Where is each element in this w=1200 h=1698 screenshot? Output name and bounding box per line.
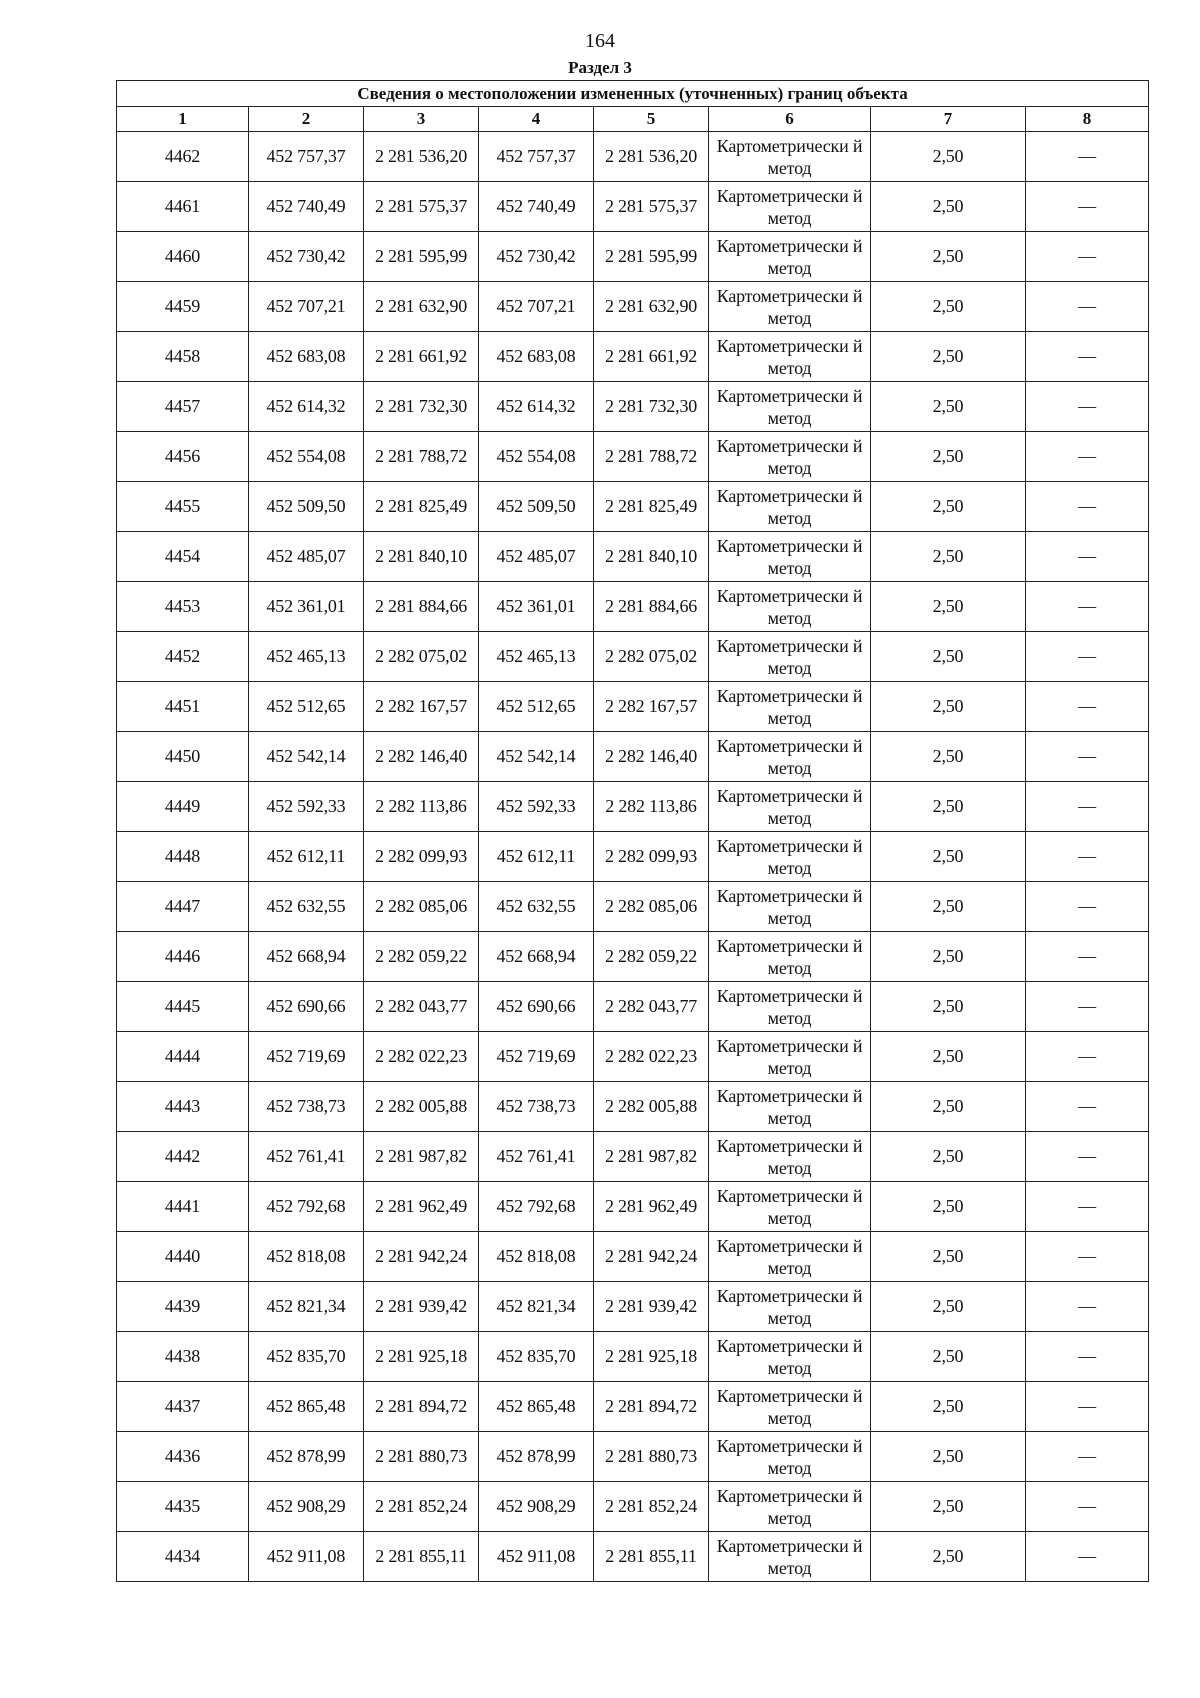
- cell-x-existing: 452 690,66: [249, 982, 364, 1032]
- cell-y-new: 2 281 884,66: [594, 582, 709, 632]
- cell-point-number: 4438: [117, 1332, 249, 1382]
- cell-y-existing: 2 281 855,11: [364, 1532, 479, 1582]
- cell-description: —: [1026, 1032, 1149, 1082]
- cell-point-number: 4458: [117, 332, 249, 382]
- cell-description: —: [1026, 782, 1149, 832]
- cell-method: Картометрически й метод: [709, 432, 871, 482]
- cell-y-existing: 2 282 043,77: [364, 982, 479, 1032]
- cell-x-new: 452 632,55: [479, 882, 594, 932]
- table-row: [117, 1332, 1149, 1382]
- cell-x-new: 452 821,34: [479, 1282, 594, 1332]
- cell-y-new: 2 281 962,49: [594, 1182, 709, 1232]
- table-row: [117, 482, 1149, 532]
- cell-x-existing: 452 512,65: [249, 682, 364, 732]
- cell-y-new: 2 282 022,23: [594, 1032, 709, 1082]
- cell-x-existing: 452 730,42: [249, 232, 364, 282]
- cell-precision: 2,50: [871, 1332, 1026, 1382]
- cell-description: —: [1026, 1382, 1149, 1432]
- cell-point-number: 4442: [117, 1132, 249, 1182]
- cell-point-number: 4461: [117, 182, 249, 232]
- cell-y-existing: 2 281 962,49: [364, 1182, 479, 1232]
- table-row: [117, 832, 1149, 882]
- table-row: [117, 1432, 1149, 1482]
- cell-y-existing: 2 282 059,22: [364, 932, 479, 982]
- cell-description: —: [1026, 1232, 1149, 1282]
- cell-method: Картометрически й метод: [709, 1482, 871, 1532]
- cell-x-existing: 452 614,32: [249, 382, 364, 432]
- cell-y-new: 2 281 852,24: [594, 1482, 709, 1532]
- cell-precision: 2,50: [871, 832, 1026, 882]
- cell-precision: 2,50: [871, 282, 1026, 332]
- cell-method: Картометрически й метод: [709, 1082, 871, 1132]
- cell-y-new: 2 282 005,88: [594, 1082, 709, 1132]
- cell-description: —: [1026, 382, 1149, 432]
- cell-method: Картометрически й метод: [709, 282, 871, 332]
- cell-point-number: 4446: [117, 932, 249, 982]
- cell-x-new: 452 465,13: [479, 632, 594, 682]
- column-number: 8: [1026, 107, 1149, 132]
- table-row: [117, 1482, 1149, 1532]
- cell-point-number: 4445: [117, 982, 249, 1032]
- cell-x-existing: 452 612,11: [249, 832, 364, 882]
- cell-method: Картометрически й метод: [709, 832, 871, 882]
- cell-point-number: 4436: [117, 1432, 249, 1482]
- cell-precision: 2,50: [871, 332, 1026, 382]
- cell-description: —: [1026, 1132, 1149, 1182]
- cell-point-number: 4437: [117, 1382, 249, 1432]
- cell-description: —: [1026, 1532, 1149, 1582]
- cell-y-existing: 2 281 884,66: [364, 582, 479, 632]
- cell-precision: 2,50: [871, 1232, 1026, 1282]
- cell-y-new: 2 282 085,06: [594, 882, 709, 932]
- cell-precision: 2,50: [871, 232, 1026, 282]
- cell-y-new: 2 281 894,72: [594, 1382, 709, 1432]
- cell-x-existing: 452 719,69: [249, 1032, 364, 1082]
- cell-precision: 2,50: [871, 682, 1026, 732]
- cell-precision: 2,50: [871, 532, 1026, 582]
- cell-description: —: [1026, 1182, 1149, 1232]
- cell-x-new: 452 542,14: [479, 732, 594, 782]
- table-row: [117, 532, 1149, 582]
- cell-description: —: [1026, 832, 1149, 882]
- cell-precision: 2,50: [871, 782, 1026, 832]
- cell-x-existing: 452 509,50: [249, 482, 364, 532]
- cell-method: Картометрически й метод: [709, 132, 871, 182]
- table-row: [117, 632, 1149, 682]
- cell-y-new: 2 281 661,92: [594, 332, 709, 382]
- table-row: [117, 182, 1149, 232]
- cell-point-number: 4450: [117, 732, 249, 782]
- cell-precision: 2,50: [871, 1182, 1026, 1232]
- cell-description: —: [1026, 282, 1149, 332]
- cell-description: —: [1026, 1482, 1149, 1532]
- cell-precision: 2,50: [871, 432, 1026, 482]
- cell-y-existing: 2 281 942,24: [364, 1232, 479, 1282]
- cell-precision: 2,50: [871, 1082, 1026, 1132]
- cell-x-existing: 452 592,33: [249, 782, 364, 832]
- cell-x-existing: 452 911,08: [249, 1532, 364, 1582]
- cell-x-new: 452 512,65: [479, 682, 594, 732]
- table-row: [117, 1132, 1149, 1182]
- cell-y-existing: 2 281 595,99: [364, 232, 479, 282]
- column-number: 3: [364, 107, 479, 132]
- cell-method: Картометрически й метод: [709, 182, 871, 232]
- cell-y-existing: 2 281 825,49: [364, 482, 479, 532]
- cell-x-existing: 452 707,21: [249, 282, 364, 332]
- cell-point-number: 4453: [117, 582, 249, 632]
- cell-x-new: 452 878,99: [479, 1432, 594, 1482]
- cell-description: —: [1026, 132, 1149, 182]
- cell-x-new: 452 509,50: [479, 482, 594, 532]
- cell-precision: 2,50: [871, 1282, 1026, 1332]
- cell-y-new: 2 281 880,73: [594, 1432, 709, 1482]
- cell-y-new: 2 282 146,40: [594, 732, 709, 782]
- cell-method: Картометрически й метод: [709, 382, 871, 432]
- cell-x-existing: 452 485,07: [249, 532, 364, 582]
- cell-point-number: 4443: [117, 1082, 249, 1132]
- cell-description: —: [1026, 1432, 1149, 1482]
- cell-x-new: 452 592,33: [479, 782, 594, 832]
- table-row: [117, 882, 1149, 932]
- cell-description: —: [1026, 1282, 1149, 1332]
- table-row: [117, 1282, 1149, 1332]
- cell-y-existing: 2 282 099,93: [364, 832, 479, 882]
- table-row: [117, 1032, 1149, 1082]
- cell-precision: 2,50: [871, 582, 1026, 632]
- table-row: [117, 382, 1149, 432]
- cell-x-existing: 452 738,73: [249, 1082, 364, 1132]
- table-row: [117, 1232, 1149, 1282]
- cell-description: —: [1026, 432, 1149, 482]
- cell-point-number: 4439: [117, 1282, 249, 1332]
- cell-y-new: 2 281 536,20: [594, 132, 709, 182]
- cell-x-new: 452 757,37: [479, 132, 594, 182]
- cell-x-new: 452 908,29: [479, 1482, 594, 1532]
- table-row: [117, 732, 1149, 782]
- table-caption: Сведения о местоположении измененных (уточненных) границ объекта: [117, 81, 1149, 107]
- cell-method: Картометрически й метод: [709, 532, 871, 582]
- cell-y-existing: 2 281 840,10: [364, 532, 479, 582]
- cell-x-existing: 452 361,01: [249, 582, 364, 632]
- cell-y-existing: 2 282 005,88: [364, 1082, 479, 1132]
- cell-description: —: [1026, 332, 1149, 382]
- cell-method: Картометрически й метод: [709, 1182, 871, 1232]
- cell-x-existing: 452 632,55: [249, 882, 364, 932]
- cell-y-new: 2 281 595,99: [594, 232, 709, 282]
- cell-method: Картометрически й метод: [709, 1232, 871, 1282]
- cell-y-existing: 2 281 732,30: [364, 382, 479, 432]
- cell-x-new: 452 792,68: [479, 1182, 594, 1232]
- cell-x-existing: 452 878,99: [249, 1432, 364, 1482]
- cell-method: Картометрически й метод: [709, 232, 871, 282]
- cell-y-new: 2 281 575,37: [594, 182, 709, 232]
- cell-y-new: 2 282 099,93: [594, 832, 709, 882]
- cell-point-number: 4440: [117, 1232, 249, 1282]
- cell-y-existing: 2 281 852,24: [364, 1482, 479, 1532]
- cell-y-existing: 2 282 075,02: [364, 632, 479, 682]
- cell-x-new: 452 740,49: [479, 182, 594, 232]
- column-number: 4: [479, 107, 594, 132]
- cell-point-number: 4449: [117, 782, 249, 832]
- cell-y-new: 2 282 059,22: [594, 932, 709, 982]
- cell-description: —: [1026, 682, 1149, 732]
- cell-x-new: 452 612,11: [479, 832, 594, 882]
- cell-x-new: 452 738,73: [479, 1082, 594, 1132]
- cell-description: —: [1026, 182, 1149, 232]
- cell-x-existing: 452 835,70: [249, 1332, 364, 1382]
- table-row: [117, 932, 1149, 982]
- cell-precision: 2,50: [871, 1132, 1026, 1182]
- cell-y-existing: 2 281 536,20: [364, 132, 479, 182]
- column-number: 2: [249, 107, 364, 132]
- cell-method: Картометрически й метод: [709, 582, 871, 632]
- column-number: 5: [594, 107, 709, 132]
- cell-point-number: 4456: [117, 432, 249, 482]
- cell-x-existing: 452 865,48: [249, 1382, 364, 1432]
- cell-x-new: 452 361,01: [479, 582, 594, 632]
- cell-description: —: [1026, 632, 1149, 682]
- cell-precision: 2,50: [871, 632, 1026, 682]
- cell-method: Картометрически й метод: [709, 1032, 871, 1082]
- cell-method: Картометрически й метод: [709, 1332, 871, 1382]
- cell-y-existing: 2 282 085,06: [364, 882, 479, 932]
- cell-y-new: 2 281 939,42: [594, 1282, 709, 1332]
- cell-y-existing: 2 281 788,72: [364, 432, 479, 482]
- cell-y-new: 2 281 925,18: [594, 1332, 709, 1382]
- cell-x-new: 452 865,48: [479, 1382, 594, 1432]
- cell-description: —: [1026, 932, 1149, 982]
- cell-precision: 2,50: [871, 482, 1026, 532]
- cell-method: Картометрически й метод: [709, 682, 871, 732]
- cell-point-number: 4447: [117, 882, 249, 932]
- cell-y-new: 2 281 632,90: [594, 282, 709, 332]
- cell-x-new: 452 719,69: [479, 1032, 594, 1082]
- cell-y-existing: 2 282 113,86: [364, 782, 479, 832]
- cell-point-number: 4452: [117, 632, 249, 682]
- cell-description: —: [1026, 1082, 1149, 1132]
- cell-x-existing: 452 761,41: [249, 1132, 364, 1182]
- table-row: [117, 682, 1149, 732]
- cell-x-existing: 452 683,08: [249, 332, 364, 382]
- cell-description: —: [1026, 532, 1149, 582]
- cell-x-new: 452 485,07: [479, 532, 594, 582]
- column-number: 7: [871, 107, 1026, 132]
- cell-x-new: 452 554,08: [479, 432, 594, 482]
- cell-precision: 2,50: [871, 132, 1026, 182]
- cell-x-new: 452 683,08: [479, 332, 594, 382]
- table-row: [117, 582, 1149, 632]
- cell-description: —: [1026, 982, 1149, 1032]
- table-row: [117, 782, 1149, 832]
- cell-x-new: 452 818,08: [479, 1232, 594, 1282]
- cell-x-existing: 452 908,29: [249, 1482, 364, 1532]
- cell-x-new: 452 690,66: [479, 982, 594, 1032]
- cell-description: —: [1026, 882, 1149, 932]
- boundary-coordinates-table: [116, 80, 1149, 1582]
- cell-y-existing: 2 281 661,92: [364, 332, 479, 382]
- cell-precision: 2,50: [871, 1432, 1026, 1482]
- cell-x-new: 452 614,32: [479, 382, 594, 432]
- cell-y-existing: 2 281 925,18: [364, 1332, 479, 1382]
- cell-x-existing: 452 818,08: [249, 1232, 364, 1282]
- cell-precision: 2,50: [871, 382, 1026, 432]
- table-row: [117, 132, 1149, 182]
- table-row: [117, 1382, 1149, 1432]
- column-number: 6: [709, 107, 871, 132]
- cell-precision: 2,50: [871, 1032, 1026, 1082]
- cell-precision: 2,50: [871, 982, 1026, 1032]
- cell-method: Картометрически й метод: [709, 932, 871, 982]
- cell-point-number: 4462: [117, 132, 249, 182]
- cell-precision: 2,50: [871, 1532, 1026, 1582]
- cell-precision: 2,50: [871, 732, 1026, 782]
- cell-point-number: 4451: [117, 682, 249, 732]
- section-title: Раздел 3: [568, 58, 632, 77]
- cell-y-existing: 2 282 146,40: [364, 732, 479, 782]
- cell-x-new: 452 911,08: [479, 1532, 594, 1582]
- cell-x-existing: 452 792,68: [249, 1182, 364, 1232]
- cell-y-existing: 2 281 880,73: [364, 1432, 479, 1482]
- cell-method: Картометрически й метод: [709, 332, 871, 382]
- cell-y-new: 2 281 987,82: [594, 1132, 709, 1182]
- cell-x-existing: 452 554,08: [249, 432, 364, 482]
- table-row: [117, 1532, 1149, 1582]
- cell-point-number: 4460: [117, 232, 249, 282]
- table-row: [117, 232, 1149, 282]
- cell-y-new: 2 282 113,86: [594, 782, 709, 832]
- cell-description: —: [1026, 232, 1149, 282]
- cell-description: —: [1026, 482, 1149, 532]
- table-row: [117, 432, 1149, 482]
- cell-point-number: 4435: [117, 1482, 249, 1532]
- cell-y-existing: 2 282 022,23: [364, 1032, 479, 1082]
- cell-point-number: 4455: [117, 482, 249, 532]
- cell-description: —: [1026, 732, 1149, 782]
- cell-x-existing: 452 757,37: [249, 132, 364, 182]
- cell-x-existing: 452 740,49: [249, 182, 364, 232]
- cell-precision: 2,50: [871, 1382, 1026, 1432]
- cell-x-existing: 452 821,34: [249, 1282, 364, 1332]
- cell-x-new: 452 730,42: [479, 232, 594, 282]
- cell-description: —: [1026, 1332, 1149, 1382]
- table-caption-row: [117, 81, 1149, 107]
- cell-y-existing: 2 281 575,37: [364, 182, 479, 232]
- cell-y-new: 2 281 855,11: [594, 1532, 709, 1582]
- cell-method: Картометрически й метод: [709, 632, 871, 682]
- cell-point-number: 4457: [117, 382, 249, 432]
- page-number: 164: [585, 30, 615, 52]
- cell-y-new: 2 281 942,24: [594, 1232, 709, 1282]
- column-number-row: [117, 107, 1149, 132]
- cell-y-new: 2 281 788,72: [594, 432, 709, 482]
- cell-description: —: [1026, 582, 1149, 632]
- cell-precision: 2,50: [871, 932, 1026, 982]
- cell-x-new: 452 835,70: [479, 1332, 594, 1382]
- cell-x-new: 452 668,94: [479, 932, 594, 982]
- cell-point-number: 4459: [117, 282, 249, 332]
- column-number: 1: [117, 107, 249, 132]
- cell-y-existing: 2 281 939,42: [364, 1282, 479, 1332]
- cell-y-existing: 2 281 987,82: [364, 1132, 479, 1182]
- cell-y-new: 2 281 825,49: [594, 482, 709, 532]
- cell-x-existing: 452 465,13: [249, 632, 364, 682]
- cell-y-new: 2 281 732,30: [594, 382, 709, 432]
- cell-y-existing: 2 281 632,90: [364, 282, 479, 332]
- cell-method: Картометрически й метод: [709, 882, 871, 932]
- cell-precision: 2,50: [871, 1482, 1026, 1532]
- table-row: [117, 1082, 1149, 1132]
- cell-method: Картометрически й метод: [709, 782, 871, 832]
- cell-point-number: 4448: [117, 832, 249, 882]
- cell-method: Картометрически й метод: [709, 1282, 871, 1332]
- table-row: [117, 282, 1149, 332]
- cell-point-number: 4441: [117, 1182, 249, 1232]
- cell-y-existing: 2 282 167,57: [364, 682, 479, 732]
- table-body: [117, 132, 1149, 1582]
- cell-y-new: 2 282 167,57: [594, 682, 709, 732]
- cell-method: Картометрически й метод: [709, 1432, 871, 1482]
- cell-method: Картометрически й метод: [709, 1532, 871, 1582]
- cell-x-existing: 452 668,94: [249, 932, 364, 982]
- table-row: [117, 982, 1149, 1032]
- cell-method: Картометрически й метод: [709, 1132, 871, 1182]
- cell-y-new: 2 282 043,77: [594, 982, 709, 1032]
- table-row: [117, 1182, 1149, 1232]
- cell-method: Картометрически й метод: [709, 1382, 871, 1432]
- cell-method: Картометрически й метод: [709, 982, 871, 1032]
- cell-precision: 2,50: [871, 882, 1026, 932]
- cell-method: Картометрически й метод: [709, 482, 871, 532]
- cell-precision: 2,50: [871, 182, 1026, 232]
- cell-method: Картометрически й метод: [709, 732, 871, 782]
- cell-y-existing: 2 281 894,72: [364, 1382, 479, 1432]
- table-row: [117, 332, 1149, 382]
- cell-x-new: 452 707,21: [479, 282, 594, 332]
- cell-point-number: 4454: [117, 532, 249, 582]
- cell-point-number: 4434: [117, 1532, 249, 1582]
- cell-x-new: 452 761,41: [479, 1132, 594, 1182]
- cell-y-new: 2 281 840,10: [594, 532, 709, 582]
- cell-point-number: 4444: [117, 1032, 249, 1082]
- cell-x-existing: 452 542,14: [249, 732, 364, 782]
- cell-y-new: 2 282 075,02: [594, 632, 709, 682]
